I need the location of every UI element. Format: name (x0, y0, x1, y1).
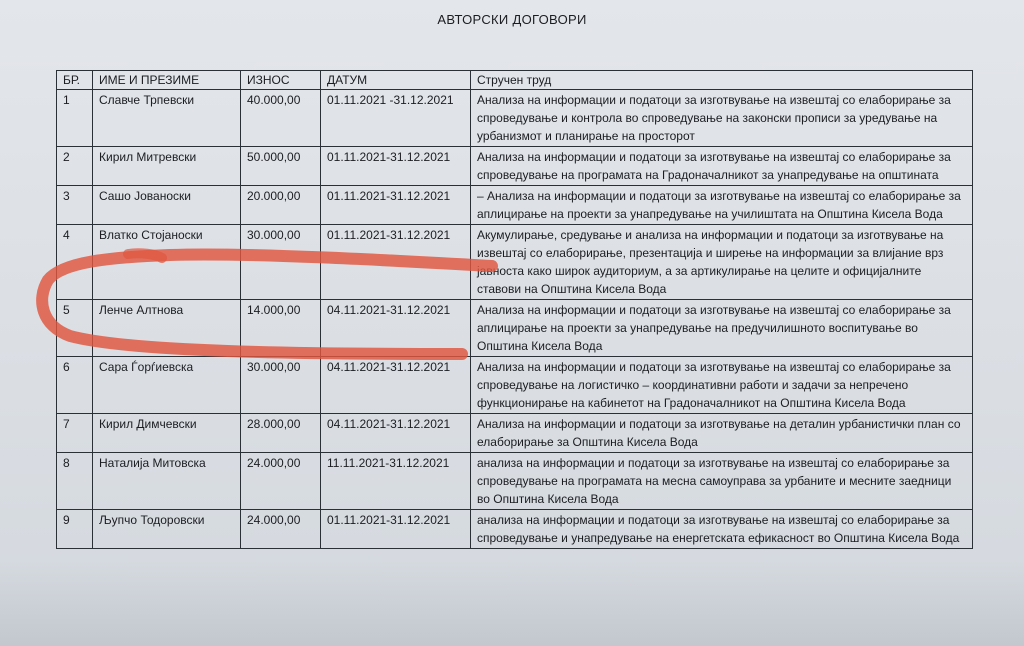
table-row (57, 225, 973, 300)
row-name: Кирил Димчевски (93, 414, 241, 453)
table-header-row (57, 71, 973, 90)
row-amount: 24.000,00 (241, 453, 321, 510)
table-row (57, 90, 973, 147)
table-row (57, 414, 973, 453)
row-number: 3 (57, 186, 93, 225)
row-number: 9 (57, 510, 93, 549)
row-name: Љупчо Тодоровски (93, 510, 241, 549)
row-amount: 30.000,00 (241, 357, 321, 414)
row-name: Влатко Стојаноски (93, 225, 241, 300)
row-work: Анализа на информации и податоци за изготвување на извештај со елаборирање за спроведување на програмата на Градоначалникот за унапредување на општината (471, 147, 973, 186)
row-number: 7 (57, 414, 93, 453)
header-work: Стручен труд (471, 71, 973, 90)
row-name: Наталија Митовска (93, 453, 241, 510)
row-number: 1 (57, 90, 93, 147)
row-amount: 28.000,00 (241, 414, 321, 453)
row-work: анализа на информации и податоци за изготвување на извештај со елаборирање за спроведување на програмата на месна самоуправа за урбаните и месните заедници во Општина Кисела Вода (471, 453, 973, 510)
row-amount: 40.000,00 (241, 90, 321, 147)
row-work: – Анализа на информации и податоци за изготвување на извештај со елаборирање за аплицирање на проекти за унапредување на училиштата на Општина Кисела Вода (471, 186, 973, 225)
row-date: 04.11.2021-31.12.2021 (321, 357, 471, 414)
row-name: Славче Трпевски (93, 90, 241, 147)
table-row (57, 510, 973, 549)
row-date: 01.11.2021-31.12.2021 (321, 510, 471, 549)
row-name: Сашо Јованоски (93, 186, 241, 225)
table-row (57, 186, 973, 225)
table-row (57, 357, 973, 414)
row-date: 01.11.2021-31.12.2021 (321, 147, 471, 186)
table-row (57, 453, 973, 510)
row-amount: 30.000,00 (241, 225, 321, 300)
row-work: Анализа на информации и податоци за изготвување на извештај со елаборирање за аплицирање на проекти за унапредување на предучилишното воспитување во Општина Кисела Вода (471, 300, 973, 357)
table-row (57, 147, 973, 186)
header-date: ДАТУМ (321, 71, 471, 90)
row-work: Анализа на информации и податоци за изготвување на извештај со елаборирање за спроведување и контрола во спроведување на законски прописи за уредување на урбанизмот и планирање на просторот (471, 90, 973, 147)
header-amount: ИЗНОС (241, 71, 321, 90)
row-number: 8 (57, 453, 93, 510)
row-name: Сара Ѓорѓиевска (93, 357, 241, 414)
row-work: Акумулирање, средување и анализа на информации и податоци за изготвување на извештај со елаборирање, презентација и ширење на информации за влијание врз јавноста како широк аудиториум, а за артикулирање на целите и официјалните ставови на Општина Кисела Вода (471, 225, 973, 300)
row-work: Анализа на информации и податоци за изготвување на деталин урбанистички план со елаборирање за Општина Кисела Вода (471, 414, 973, 453)
row-number: 6 (57, 357, 93, 414)
row-amount: 24.000,00 (241, 510, 321, 549)
table-row (57, 300, 973, 357)
row-work: Анализа на информации и податоци за изготвување на извештај со елаборирање за спроведување на логистичко – координативни работи и задачи за непречено функционирање на кабинетот на Градоначалникот на Општина Кисела Вода (471, 357, 973, 414)
row-amount: 50.000,00 (241, 147, 321, 186)
row-date: 01.11.2021 -31.12.2021 (321, 90, 471, 147)
row-number: 4 (57, 225, 93, 300)
row-date: 01.11.2021-31.12.2021 (321, 186, 471, 225)
photo-shadow (0, 560, 1024, 646)
row-number: 5 (57, 300, 93, 357)
row-date: 11.11.2021-31.12.2021 (321, 453, 471, 510)
header-no: БР. (57, 71, 93, 90)
document-title: АВТОРСКИ ДОГОВОРИ (437, 12, 587, 27)
contracts-table (56, 70, 973, 549)
row-date: 04.11.2021-31.12.2021 (321, 300, 471, 357)
row-name: Кирил Митревски (93, 147, 241, 186)
row-amount: 20.000,00 (241, 186, 321, 225)
row-work: анализа на информации и податоци за изготвување на извештај со елаборирање за спроведување и унапредување на енергетската ефикасност во Општина Кисела Вода (471, 510, 973, 549)
row-date: 01.11.2021-31.12.2021 (321, 225, 471, 300)
header-name: ИМЕ И ПРЕЗИМЕ (93, 71, 241, 90)
row-number: 2 (57, 147, 93, 186)
row-date: 04.11.2021-31.12.2021 (321, 414, 471, 453)
row-amount: 14.000,00 (241, 300, 321, 357)
row-name: Ленче Алтнова (93, 300, 241, 357)
